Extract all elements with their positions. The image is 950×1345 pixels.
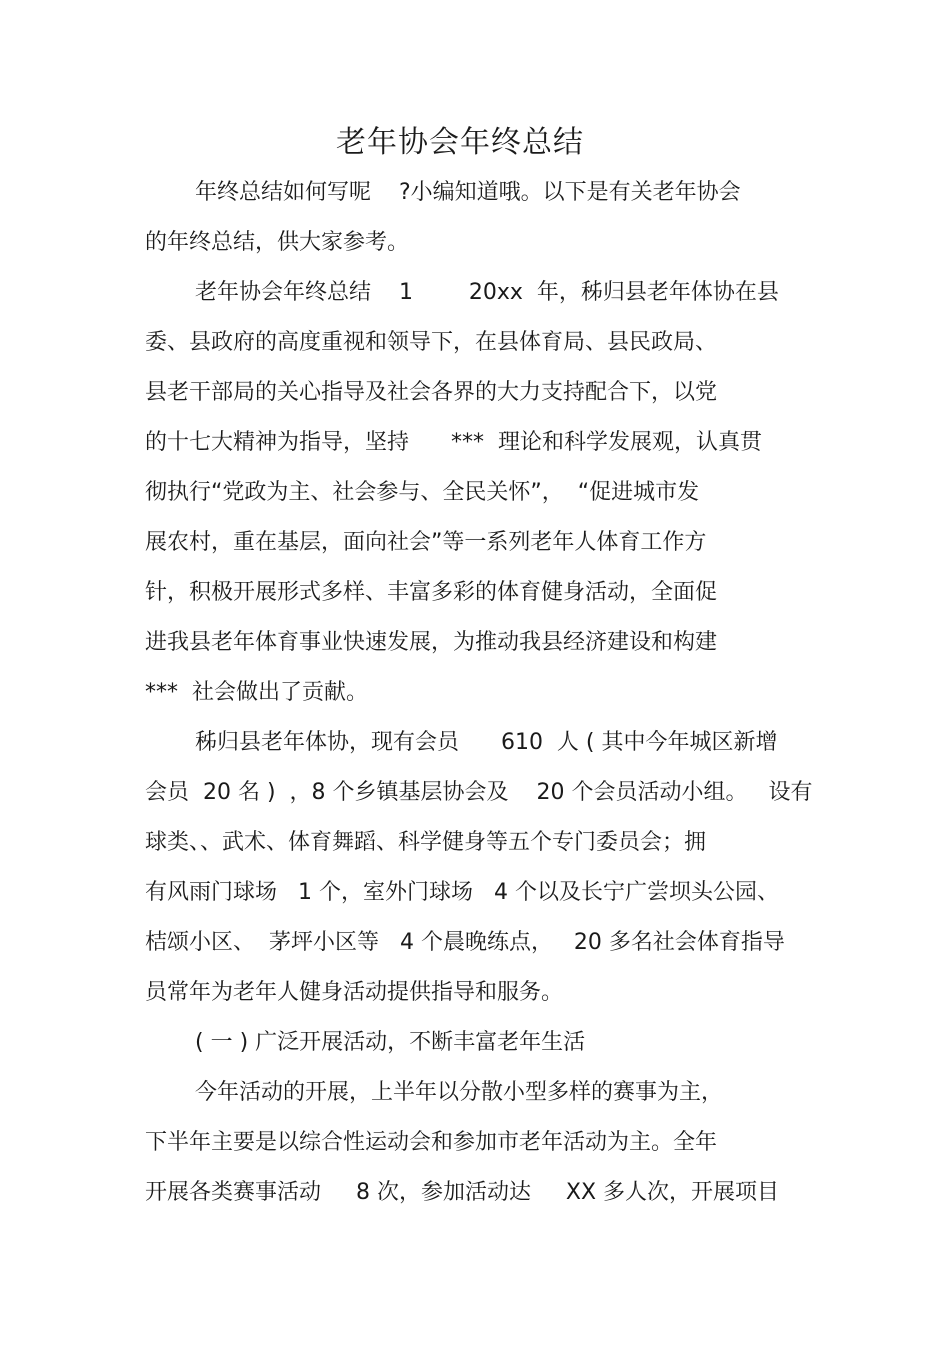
- text-line: 的年终总结，供大家参考。: [145, 230, 410, 255]
- text-line: 进我县老年体育事业快速发展，为推动我县经济建设和构建: [145, 630, 718, 655]
- text-line: 今年活动的开展，上半年以分散小型多样的赛事为主，: [195, 1080, 724, 1105]
- text-line: 展农村，重在基层，面向社会”等一系列老年人体育工作方: [145, 530, 707, 555]
- text-line: 下半年主要是以综合性运动会和参加市老年活动为主。全年: [145, 1130, 718, 1155]
- text-line: 委、县政府的高度重视和领导下，在县体育局、县民政局、: [145, 330, 718, 355]
- document-title: 老年协会年终总结: [336, 125, 584, 160]
- text-line: 的十七大精神为指导，坚持 *** 理论和科学发展观，认真贯: [145, 430, 762, 455]
- text-line: 桔颂小区、 茅坪小区等 4 个晨晚练点， 20 多名社会体育指导: [145, 930, 785, 955]
- text-line: 会员 20 名 ) ，8 个乡镇基层协会及 20 个会员活动小组。 设有: [145, 780, 813, 805]
- text-line: 彻执行“党政为主、社会参与、全民关怀”， “促进城市发: [145, 480, 700, 505]
- text-line: 有风雨门球场 1 个，室外门球场 4 个以及长宁广尝坝头公园、: [145, 880, 779, 905]
- text-line: *** 社会做出了贡献。: [145, 680, 368, 705]
- text-line: 开展各类赛事活动 8 次，参加活动达 XX 多人次，开展项目: [145, 1180, 780, 1205]
- text-line: 针，积极开展形式多样、丰富多彩的体育健身活动，全面促: [145, 580, 718, 605]
- text-line: 秭归县老年体协，现有会员 610 人 ( 其中今年城区新增: [195, 730, 778, 755]
- text-line: 老年协会年终总结 1 20xx 年，秭归县老年体协在县: [195, 280, 779, 305]
- text-line: 年终总结如何写呢 ?小编知道哦。以下是有关老年协会: [195, 180, 741, 205]
- text-line: 员常年为老年人健身活动提供指导和服务。: [145, 980, 564, 1005]
- text-line: 球类、、武术、体育舞蹈、科学健身等五个专门委员会；拥: [145, 830, 707, 855]
- text-line: 县老干部局的关心指导及社会各界的大力支持配合下，以党: [145, 380, 718, 405]
- section-heading: ( 一 ) 广泛开展活动，不断丰富老年生活: [195, 1030, 586, 1055]
